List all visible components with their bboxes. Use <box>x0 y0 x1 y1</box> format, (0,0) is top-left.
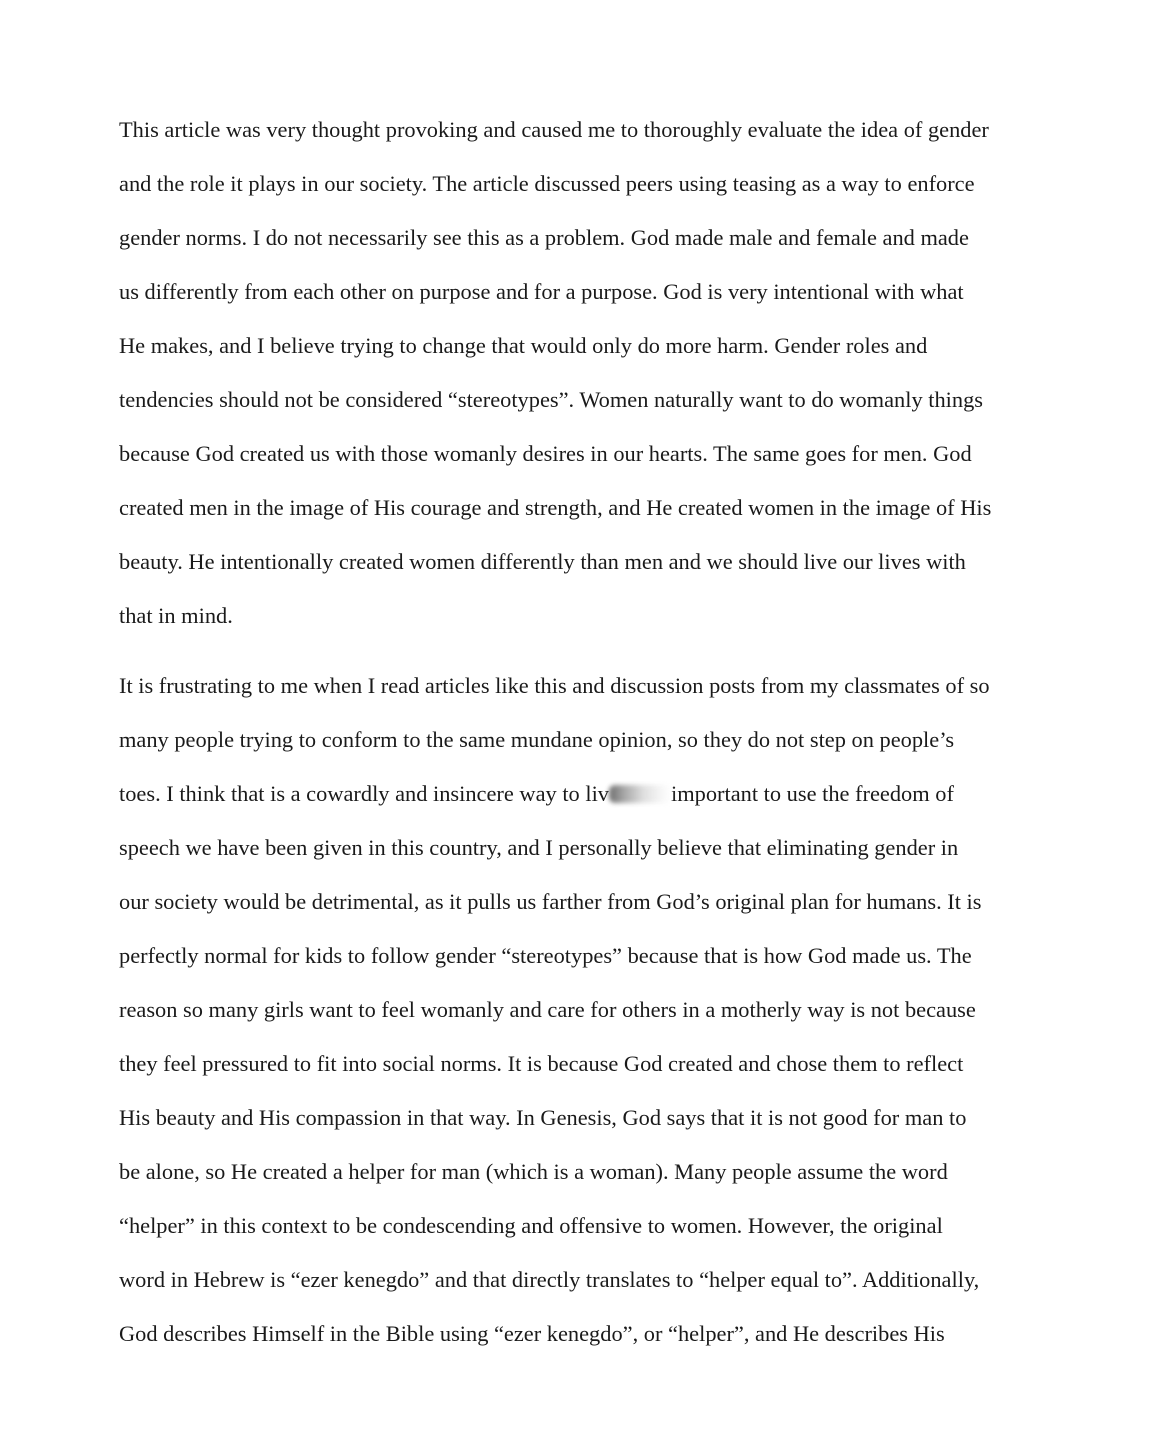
text-line: because God created us with those womanly desires in our hearts. The same goes for men. God <box>119 441 972 466</box>
text-line: God describes Himself in the Bible using “ezer kenegdo”, or “helper”, and He describes His <box>119 1321 945 1346</box>
text-line: they feel pressured to fit into social norms. It is because God created and chose them to reflect <box>119 1051 964 1076</box>
text-line: be alone, so He created a helper for man (which is a woman). Many people assume the word <box>119 1159 948 1184</box>
text-line: reason so many girls want to feel womanly and care for others in a motherly way is not because <box>119 997 976 1022</box>
redaction-smudge <box>609 785 671 803</box>
text-line: word in Hebrew is “ezer kenegdo” and that directly translates to “helper equal to”. Additionally, <box>119 1267 980 1292</box>
text-line: It is frustrating to me when I read articles like this and discussion posts from my classmates of so <box>119 673 990 698</box>
text-line: tendencies should not be considered “stereotypes”. Women naturally want to do womanly things <box>119 387 983 412</box>
text-line: “helper” in this context to be condescending and offensive to women. However, the original <box>119 1213 943 1238</box>
text-line: speech we have been given in this country, and I personally believe that eliminating gender in <box>119 835 959 860</box>
text-segment: important to use the freedom of <box>670 781 954 806</box>
text-line: created men in the image of His courage and strength, and He created women in the image of His <box>119 495 992 520</box>
text-line: perfectly normal for kids to follow gender “stereotypes” because that is how God made us. The <box>119 943 972 968</box>
text-line: that in mind. <box>119 603 233 628</box>
text-line: This article was very thought provoking and caused me to thoroughly evaluate the idea of gender <box>119 117 989 142</box>
text-line: our society would be detrimental, as it pulls us farther from God’s original plan for humans. It is <box>119 889 982 914</box>
text-line-redacted <box>119 779 954 809</box>
text-line: us differently from each other on purpose and for a purpose. God is very intentional with what <box>119 279 964 304</box>
text-segment: toes. I think that is a cowardly and insincere way to liv <box>119 781 609 806</box>
text-line: He makes, and I believe trying to change that would only do more harm. Gender roles and <box>119 333 928 358</box>
text-line: and the role it plays in our society. The article discussed peers using teasing as a way to enforce <box>119 171 975 196</box>
text-line: beauty. He intentionally created women differently than men and we should live our lives with <box>119 549 966 574</box>
text-line: His beauty and His compassion in that way. In Genesis, God says that it is not good for man to <box>119 1105 967 1130</box>
text-line: gender norms. I do not necessarily see this as a problem. God made male and female and made <box>119 225 969 250</box>
text-line: many people trying to conform to the same mundane opinion, so they do not step on people’s <box>119 727 955 752</box>
